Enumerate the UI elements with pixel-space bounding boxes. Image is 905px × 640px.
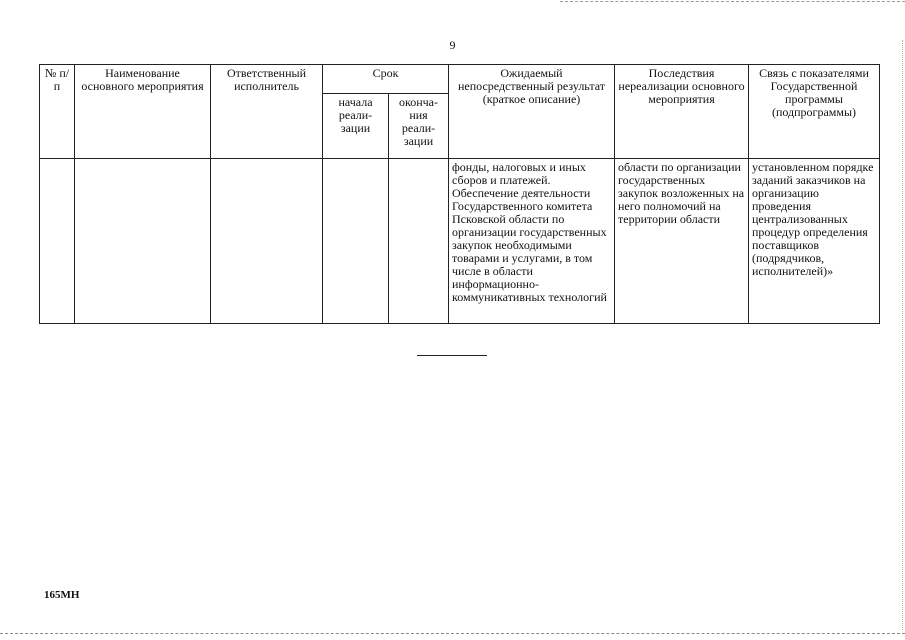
header-row-1 bbox=[40, 65, 880, 94]
scan-edge-right bbox=[902, 40, 903, 630]
cell-result: фонды, налоговых и иных сборов и платежей. Обеспечение деятельности Государственного комитета Псковской области по организации государственных закупок необходимыми товарами и услугами, в том числе в области информационно-коммуникативных технологий bbox=[449, 159, 615, 324]
header-name: Наименование основного мероприятия bbox=[75, 65, 211, 159]
header-link: Связь с показателями Государственной программы (подпрограммы) bbox=[749, 65, 880, 159]
cell-num bbox=[40, 159, 75, 324]
header-term-start: начала реали-зации bbox=[323, 94, 389, 159]
cell-consequences: области по организации государственных закупок возложенных на него полномочий на территории области bbox=[615, 159, 749, 324]
cell-name bbox=[75, 159, 211, 324]
header-executor: Ответственный исполнитель bbox=[211, 65, 323, 159]
document-code: 165МН bbox=[44, 589, 80, 601]
cell-end bbox=[389, 159, 449, 324]
header-num: № п/п bbox=[40, 65, 75, 159]
header-consequences: Последствия нереализации основного мероприятия bbox=[615, 65, 749, 159]
header-term: Срок bbox=[323, 65, 449, 94]
scan-edge-bottom bbox=[0, 633, 905, 634]
table-row bbox=[40, 159, 880, 324]
scan-edge-top bbox=[560, 1, 905, 2]
cell-link: установленном порядке заданий заказчиков на организацию проведения централизованных процедур определения поставщиков (подрядчиков, исполнителей)» bbox=[749, 159, 880, 324]
header-term-end: оконча-ния реали-зации bbox=[389, 94, 449, 159]
cell-executor bbox=[211, 159, 323, 324]
page-number: 9 bbox=[449, 38, 456, 52]
header-result: Ожидаемый непосредственный результат (краткое описание) bbox=[449, 65, 615, 159]
cell-start bbox=[323, 159, 389, 324]
measures-table bbox=[39, 64, 880, 324]
footnote-rule bbox=[417, 355, 487, 356]
